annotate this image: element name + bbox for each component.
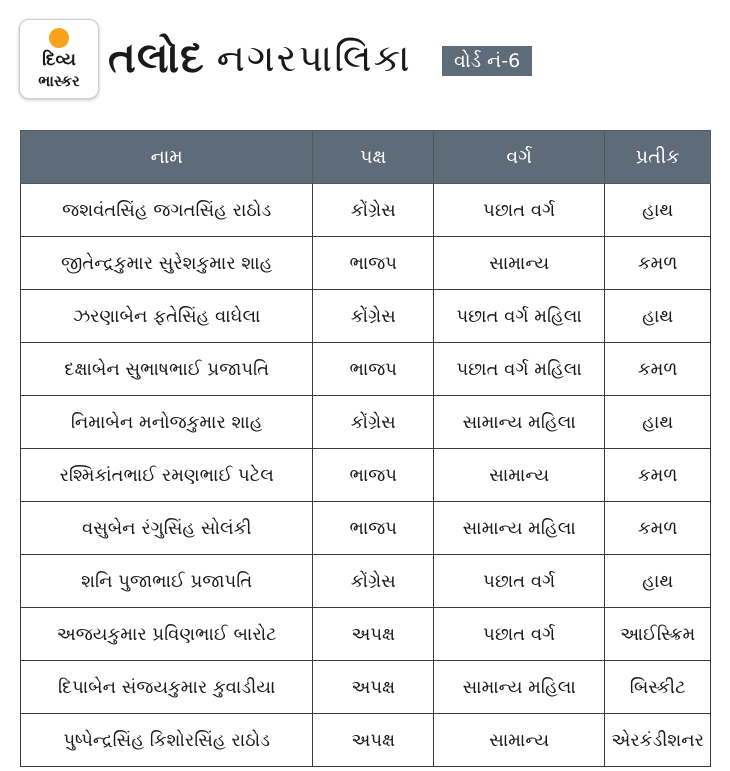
party-cell: ભાજપ [313, 237, 434, 290]
candidates-table [20, 130, 711, 767]
party-cell: અપક્ષ [313, 608, 434, 661]
table-row [21, 343, 711, 396]
candidate-name-cell: જીતેન્દ્રકુમાર સુરેશકુમાર શાહ [21, 237, 313, 290]
party-cell: કોંગ્રેસ [313, 184, 434, 237]
candidate-name-cell: દક્ષાબેન સુભાષભાઈ પ્રજાપતિ [21, 343, 313, 396]
divya-bhaskar-logo [19, 19, 99, 99]
table-row [21, 502, 711, 555]
party-cell: કોંગ્રેસ [313, 555, 434, 608]
title-municipality: નગરપાલિકા [216, 35, 412, 80]
party-cell: ભાજપ [313, 449, 434, 502]
party-cell: કોંગ્રેસ [313, 396, 434, 449]
symbol-cell: એરકંડીશનર [605, 714, 711, 767]
symbol-cell: કમળ [605, 449, 711, 502]
symbol-cell: હાથ [605, 555, 711, 608]
table-row [21, 396, 711, 449]
table-row [21, 714, 711, 767]
table-row [21, 555, 711, 608]
symbol-cell: બિસ્કીટ [605, 661, 711, 714]
party-cell: ભાજપ [313, 343, 434, 396]
candidate-name-cell: અજયકુમાર પ્રવિણભાઈ બારોટ [21, 608, 313, 661]
table-header-row [21, 131, 711, 184]
page-title [108, 30, 412, 86]
category-cell: સામાન્ય મહિલા [434, 502, 605, 555]
category-cell: સામાન્ય [434, 714, 605, 767]
sun-icon [49, 28, 69, 48]
category-cell: સામાન્ય [434, 237, 605, 290]
party-cell: અપક્ષ [313, 661, 434, 714]
category-cell: પછાત વર્ગ [434, 555, 605, 608]
header-name: નામ [21, 131, 313, 184]
symbol-cell: હાથ [605, 396, 711, 449]
category-cell: પછાત વર્ગ મહિલા [434, 343, 605, 396]
candidate-name-cell: રશ્મિકાંતભાઈ રમણભાઈ પટેલ [21, 449, 313, 502]
header-symbol: પ્રતીક [605, 131, 711, 184]
category-cell: સામાન્ય [434, 449, 605, 502]
symbol-cell: કમળ [605, 343, 711, 396]
candidate-name-cell: શનિ પુજાભાઈ પ્રજાપતિ [21, 555, 313, 608]
party-cell: અપક્ષ [313, 714, 434, 767]
candidate-name-cell: પુષ્પેન્દ્રસિંહ કિશોરસિંહ રાઠોડ [21, 714, 313, 767]
category-cell: સામાન્ય મહિલા [434, 661, 605, 714]
table-row [21, 184, 711, 237]
candidate-name-cell: નિમાબેન મનોજકુમાર શાહ [21, 396, 313, 449]
symbol-cell: કમળ [605, 237, 711, 290]
category-cell: પછાત વર્ગ મહિલા [434, 290, 605, 343]
category-cell: પછાત વર્ગ [434, 608, 605, 661]
symbol-cell: હાથ [605, 290, 711, 343]
candidate-name-cell: જશવંતસિંહ જગતસિંહ રાઠોડ [21, 184, 313, 237]
category-cell: સામાન્ય મહિલા [434, 396, 605, 449]
table-row [21, 608, 711, 661]
symbol-cell: આઈસ્ક્રિમ [605, 608, 711, 661]
header-category: વર્ગ [434, 131, 605, 184]
candidate-name-cell: વસુબેન રંગુસિંહ સોલંકી [21, 502, 313, 555]
logo-line-2: ભાસ્કર [38, 72, 80, 90]
table-row [21, 661, 711, 714]
candidate-name-cell: દિપાબેન સંજયકુમાર કુવાડીયા [21, 661, 313, 714]
title-town: તલોદ [108, 33, 205, 82]
logo-line-1: દિવ્ય [42, 50, 76, 70]
table-row [21, 449, 711, 502]
party-cell: ભાજપ [313, 502, 434, 555]
party-cell: કોંગ્રેસ [313, 290, 434, 343]
ward-badge: વોર્ડ નં-6 [442, 46, 532, 76]
symbol-cell: કમળ [605, 502, 711, 555]
table-row [21, 290, 711, 343]
category-cell: પછાત વર્ગ [434, 184, 605, 237]
header-party: પક્ષ [313, 131, 434, 184]
candidate-name-cell: ઝરણાબેન ફતેસિંહ વાઘેલા [21, 290, 313, 343]
symbol-cell: હાથ [605, 184, 711, 237]
table-row [21, 237, 711, 290]
